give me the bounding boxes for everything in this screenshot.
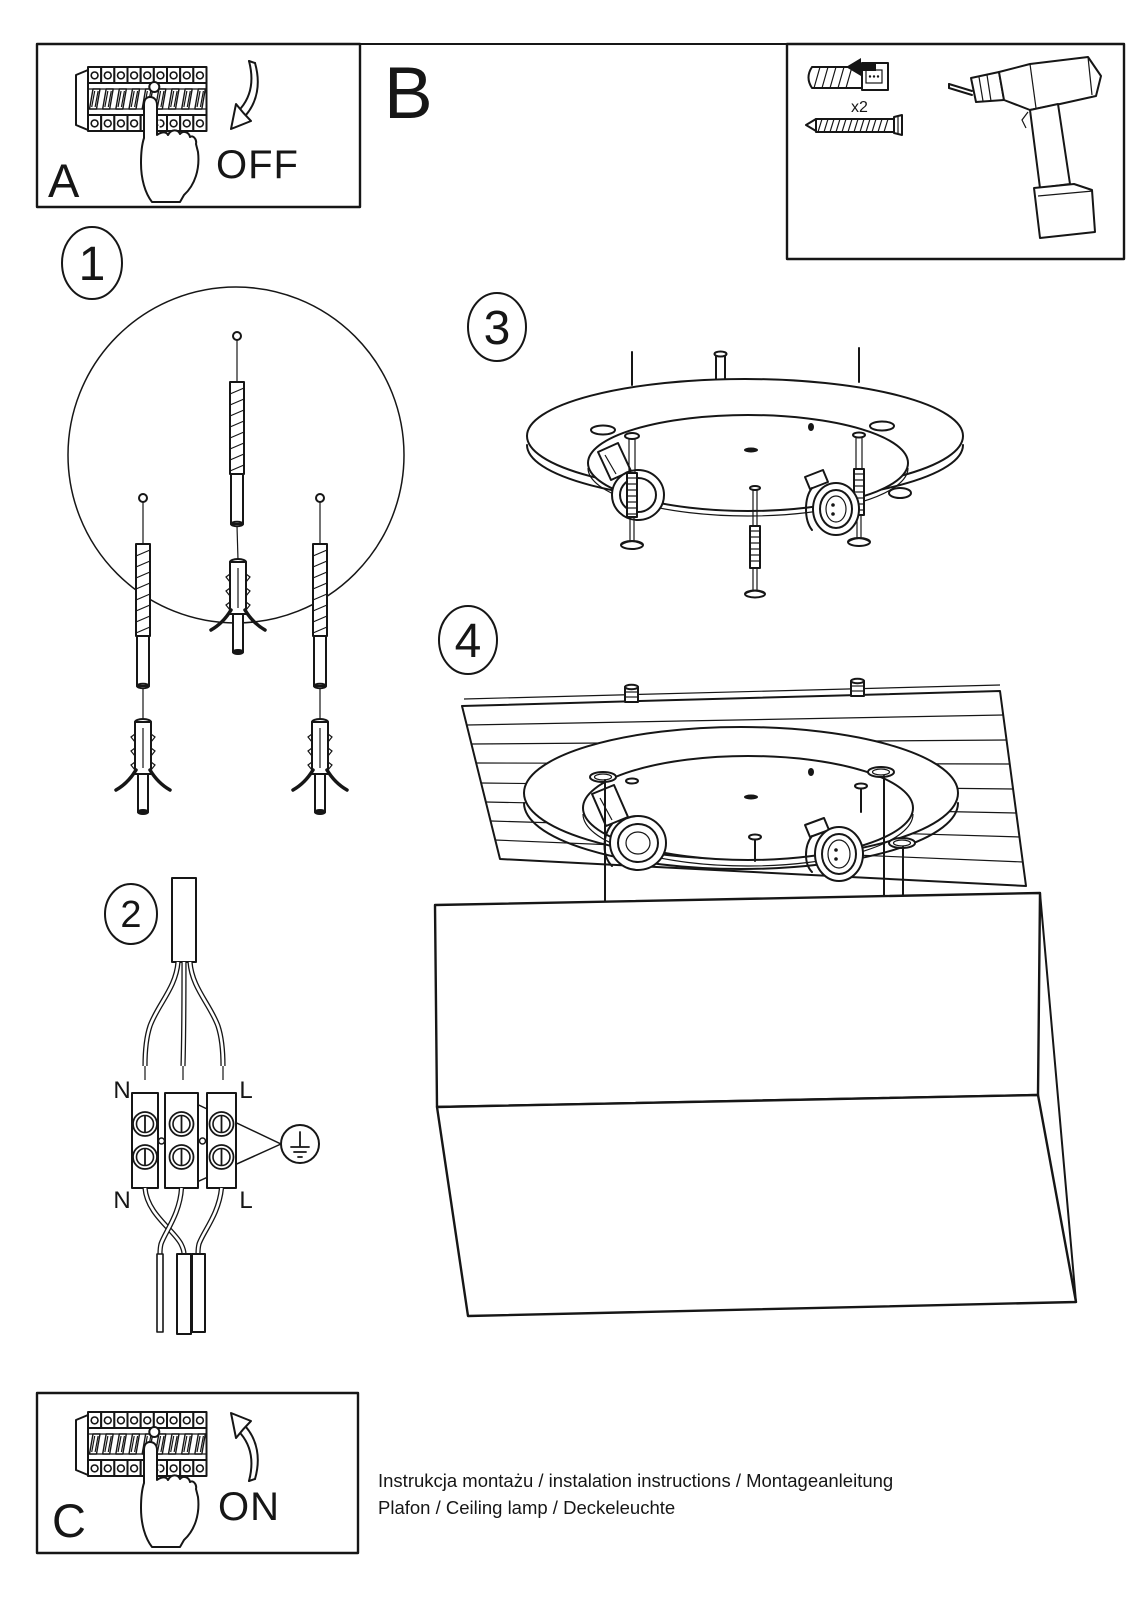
step-1	[62, 227, 404, 814]
terminal-n-top-label: N	[113, 1077, 131, 1104]
step-3	[468, 293, 963, 598]
section-b-label: B	[384, 53, 433, 134]
ground-symbol-icon	[281, 1125, 319, 1163]
mounting-screw-icon	[806, 115, 902, 135]
mains-wires	[145, 1188, 222, 1334]
panel-a-label: A	[48, 154, 80, 207]
screw-anchor-right	[293, 494, 347, 814]
lamp-base-plate	[527, 348, 963, 516]
off-label: OFF	[216, 143, 299, 187]
terminal-n-bottom-label: N	[113, 1187, 131, 1214]
screw-anchor-left	[116, 494, 170, 814]
terminal-l-top-label: L	[239, 1077, 253, 1104]
breaker-panel-icon-2	[76, 1412, 207, 1476]
terminal-block	[132, 1093, 281, 1188]
footer-line-1: Instrukcja montażu / instalation instructions / Montageanleitung	[378, 1470, 894, 1491]
footer-line-2: Plafon / Ceiling lamp / Deckeleuchte	[378, 1497, 676, 1518]
step-2-number: 2	[120, 894, 142, 936]
lamp-shade-box	[435, 893, 1076, 1316]
on-label: ON	[218, 1485, 280, 1529]
step-4	[435, 606, 1076, 1316]
step-1-number: 1	[78, 238, 106, 291]
step-4-number: 4	[454, 615, 482, 668]
footer-caption	[378, 1467, 893, 1521]
breaker-panel-icon	[76, 67, 207, 131]
hardware-qty-label: x2	[851, 99, 868, 116]
step-2	[105, 878, 319, 1334]
power-on-panel	[37, 1393, 358, 1553]
terminal-l-bottom-label: L	[239, 1187, 253, 1214]
screw-anchor-center	[211, 332, 265, 654]
hardware-box	[787, 44, 1124, 259]
anchor-bolt-left	[625, 685, 638, 702]
power-off-panel	[37, 44, 360, 207]
anchor-bolt-right	[851, 679, 864, 696]
step-3-number: 3	[483, 302, 511, 355]
panel-c-label: C	[52, 1494, 86, 1547]
